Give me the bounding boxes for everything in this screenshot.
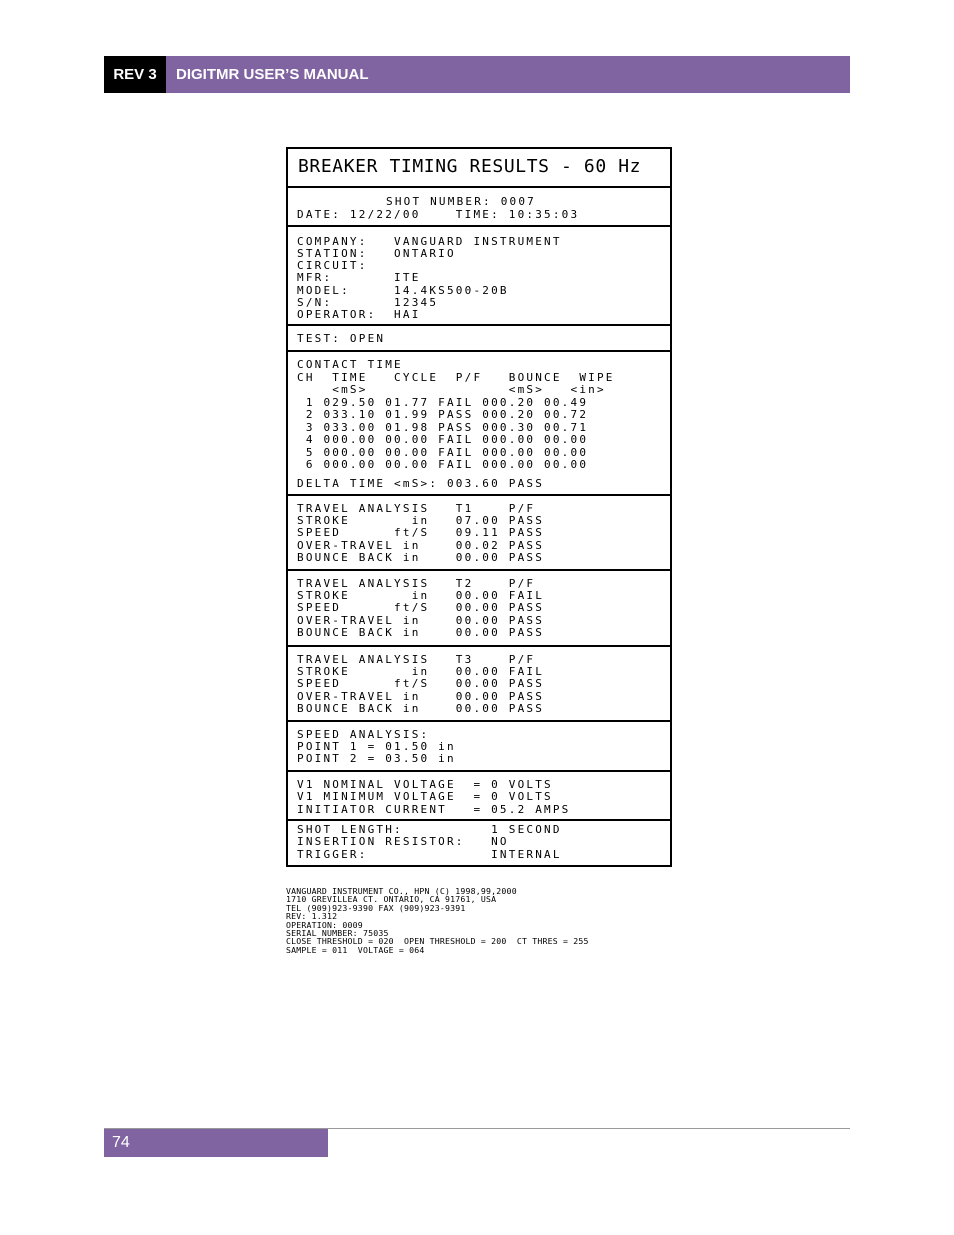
instrument-info-line: VANGUARD INSTRUMENT CO., HPN (C) 1998,99,2000 bbox=[286, 886, 517, 896]
contact-row: 4 000.00 00.00 FAIL 000.00 00.00 bbox=[297, 433, 589, 446]
speed-line: POINT 2 = 03.50 in bbox=[297, 752, 456, 765]
voltage-line: INITIATOR CURRENT = 05.2 AMPS bbox=[297, 803, 571, 816]
instrument-info-block bbox=[286, 887, 589, 954]
travel-line: STROKE in 07.00 PASS bbox=[297, 514, 545, 527]
speed-line: POINT 1 = 01.50 in bbox=[297, 740, 456, 753]
shot-length-section bbox=[288, 821, 670, 865]
info-station: STATION: ONTARIO bbox=[297, 247, 456, 260]
contact-row: 6 000.00 00.00 FAIL 000.00 00.00 bbox=[297, 458, 589, 471]
instrument-info-line: CLOSE THRESHOLD = 020 OPEN THRESHOLD = 200 CT THRES = 255 bbox=[286, 936, 589, 947]
voltage-section bbox=[288, 772, 670, 821]
contact-row: 2 033.10 01.99 PASS 000.20 00.72 bbox=[297, 408, 589, 421]
contact-header-2: <mS> <mS> <in> bbox=[297, 383, 606, 396]
voltage-line: V1 MINIMUM VOLTAGE = 0 VOLTS bbox=[297, 790, 553, 803]
info-model: MODEL: 14.4KS500-20B bbox=[297, 284, 509, 297]
info-section bbox=[288, 227, 670, 326]
travel-line: SPEED ft/S 00.00 PASS bbox=[297, 677, 545, 690]
travel-line: SPEED ft/S 00.00 PASS bbox=[297, 601, 545, 614]
contact-time-section bbox=[288, 352, 670, 496]
voltage-line: V1 NOMINAL VOLTAGE = 0 VOLTS bbox=[297, 778, 553, 791]
instrument-info-line: REV: 1.312 bbox=[286, 911, 338, 922]
travel-line: BOUNCE BACK in 00.00 PASS bbox=[297, 626, 545, 639]
printout-title-section bbox=[288, 149, 670, 188]
test-line: TEST: OPEN bbox=[297, 332, 386, 345]
travel-line: OVER-TRAVEL in 00.00 PASS bbox=[297, 690, 545, 703]
travel-line: OVER-TRAVEL in 00.02 PASS bbox=[297, 539, 545, 552]
delta-time-line: DELTA TIME <mS>: 003.60 PASS bbox=[297, 477, 545, 490]
info-circuit: CIRCUIT: bbox=[297, 259, 368, 272]
speed-analysis-section bbox=[288, 722, 670, 772]
page-number: 74 bbox=[104, 1129, 328, 1157]
info-serial: S/N: 12345 bbox=[297, 296, 439, 309]
travel-line: TRAVEL ANALYSIS T1 P/F bbox=[297, 502, 536, 515]
header-manual-title: DIGITMR USER’S MANUAL bbox=[166, 56, 850, 93]
travel-analysis-t3 bbox=[288, 647, 670, 722]
instrument-info-line: OPERATION: 0009 bbox=[286, 919, 363, 930]
header-rev-badge: REV 3 bbox=[104, 56, 166, 93]
instrument-info-line: 1710 GREVILLEA CT. ONTARIO, CA 91761, USA bbox=[286, 894, 497, 905]
instrument-info-line: SAMPLE = 011 VOLTAGE = 064 bbox=[286, 944, 425, 955]
breaker-timing-printout bbox=[286, 147, 672, 867]
travel-line: SPEED ft/S 09.11 PASS bbox=[297, 526, 545, 539]
speed-line: SPEED ANALYSIS: bbox=[297, 728, 430, 741]
test-section bbox=[288, 326, 670, 352]
shot-number-line: SHOT NUMBER: 0007 bbox=[386, 195, 536, 208]
instrument-info-line: TEL (909)923-9390 FAX (909)923-9391 bbox=[286, 902, 466, 913]
instrument-info-line: SERIAL NUMBER: 75035 bbox=[286, 928, 389, 939]
shot-date-section bbox=[288, 188, 670, 227]
travel-line: TRAVEL ANALYSIS T2 P/F bbox=[297, 577, 536, 590]
printout-title: BREAKER TIMING RESULTS - 60 Hz bbox=[298, 156, 642, 177]
travel-line: BOUNCE BACK in 00.00 PASS bbox=[297, 551, 545, 564]
contact-header-1: CH TIME CYCLE P/F BOUNCE WIPE bbox=[297, 371, 615, 384]
travel-line: STROKE in 00.00 FAIL bbox=[297, 589, 545, 602]
date-time-line: DATE: 12/22/00 TIME: 10:35:03 bbox=[297, 208, 580, 221]
shot-line: SHOT LENGTH: 1 SECOND bbox=[297, 823, 562, 836]
travel-analysis-t1 bbox=[288, 496, 670, 571]
travel-line: TRAVEL ANALYSIS T3 P/F bbox=[297, 653, 536, 666]
contact-row: 1 029.50 01.77 FAIL 000.20 00.49 bbox=[297, 396, 589, 409]
travel-line: STROKE in 00.00 FAIL bbox=[297, 665, 545, 678]
travel-line: OVER-TRAVEL in 00.00 PASS bbox=[297, 614, 545, 627]
travel-analysis-t2 bbox=[288, 571, 670, 647]
travel-line: BOUNCE BACK in 00.00 PASS bbox=[297, 702, 545, 715]
info-company: COMPANY: VANGUARD INSTRUMENT bbox=[297, 235, 562, 248]
info-operator: OPERATOR: HAI bbox=[297, 308, 421, 321]
shot-line: INSERTION RESISTOR: NO bbox=[297, 835, 509, 848]
contact-row: 3 033.00 01.98 PASS 000.30 00.71 bbox=[297, 421, 589, 434]
shot-line: TRIGGER: INTERNAL bbox=[297, 848, 562, 861]
contact-title: CONTACT TIME bbox=[297, 358, 403, 371]
contact-row: 5 000.00 00.00 FAIL 000.00 00.00 bbox=[297, 446, 589, 459]
info-mfr: MFR: ITE bbox=[297, 271, 421, 284]
